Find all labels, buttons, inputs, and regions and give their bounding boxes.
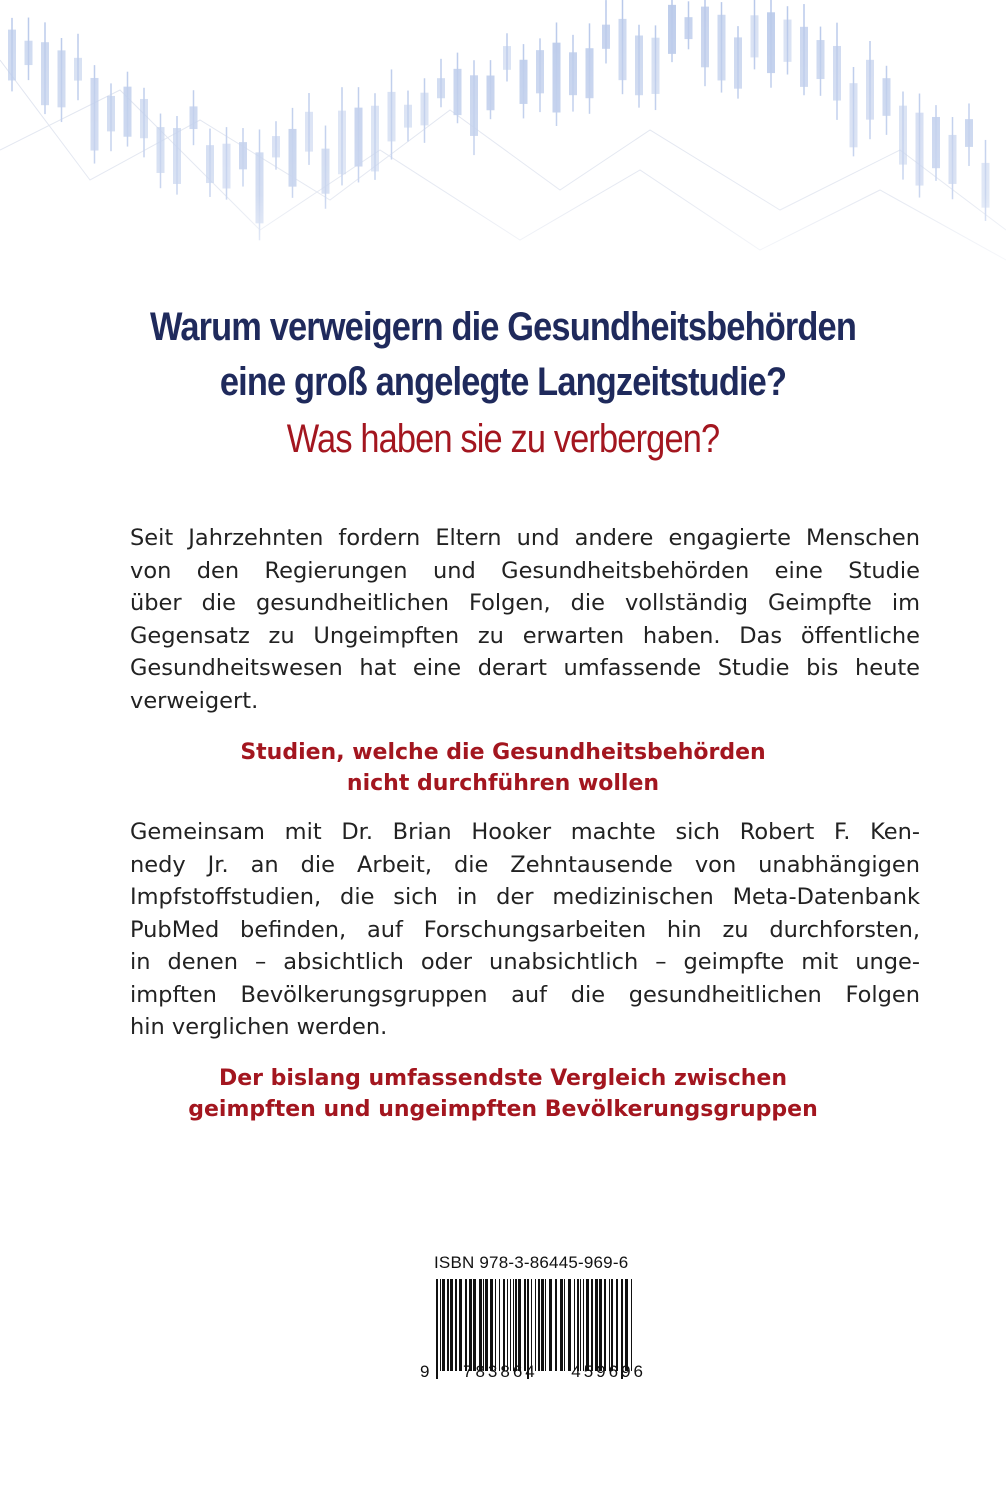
barcode-bar xyxy=(490,1279,493,1371)
headline-line-2: eine groß angelegte Langzeitstudie? xyxy=(219,360,787,404)
barcode-bar xyxy=(577,1279,579,1371)
paragraph-line: Impfstoffstudien, die sich in der medizinischen Meta-Datenbank xyxy=(130,884,920,910)
paragraph-line: von den Regierungen und Gesundheitsbehörden eine Studie xyxy=(130,557,920,584)
barcode-bar xyxy=(473,1279,476,1371)
barcode-bar xyxy=(447,1279,449,1371)
barcode-bar xyxy=(510,1279,511,1371)
barcode-bar xyxy=(625,1279,628,1371)
paragraph-line: Gesundheitswesen hat eine derart umfassende Studie bis heute xyxy=(130,655,920,681)
barcode-bar xyxy=(459,1279,462,1371)
barcode-bar xyxy=(440,1279,441,1371)
barcode-bar xyxy=(450,1279,453,1371)
barcode-bar xyxy=(483,1279,484,1371)
barcode-digit-group: 9 xyxy=(420,1362,430,1381)
barcode-bar xyxy=(599,1279,602,1371)
barcode-bar xyxy=(568,1279,571,1371)
barcode-bar xyxy=(515,1279,517,1371)
barcode-bar xyxy=(507,1279,508,1371)
barcode-bar xyxy=(549,1279,552,1371)
barcode-bar xyxy=(560,1279,563,1371)
subheading-line: nicht durchführen wollen xyxy=(346,771,660,796)
barcode-bar xyxy=(591,1279,593,1371)
headline-question: Was haben sie zu verbergen? xyxy=(286,417,720,461)
barcode-bar xyxy=(455,1279,457,1371)
barcode-digit-group: 459696 xyxy=(571,1362,646,1381)
paragraph-line: hin verglichen werden. xyxy=(130,1014,388,1040)
barcode-bar xyxy=(611,1279,613,1371)
barcode-bar xyxy=(541,1279,544,1371)
subheading-line: Der bislang umfassendste Vergleich zwischen xyxy=(218,1066,787,1091)
barcode-bar xyxy=(604,1279,606,1371)
background-candlestick-chart xyxy=(0,0,1006,300)
barcode-bar xyxy=(616,1279,618,1371)
subheading-comparison xyxy=(100,1063,906,1125)
barcode-bar xyxy=(583,1279,584,1371)
barcode-bar xyxy=(465,1279,467,1371)
barcode-bar xyxy=(513,1279,514,1371)
barcode-bar xyxy=(631,1279,632,1371)
barcode-bar xyxy=(609,1279,610,1371)
subheading-line: geimpften und ungeimpften Bevölkerungsgruppen xyxy=(188,1097,818,1122)
barcode-bar xyxy=(535,1279,536,1371)
barcode-bar xyxy=(531,1279,532,1371)
barcode-bar xyxy=(499,1279,500,1371)
paragraph-line: Gegensatz zu Ungeimpften zu erwarten haben. Das öffentliche xyxy=(130,622,920,649)
barcode-bar xyxy=(564,1279,565,1371)
paragraph-line: verweigert. xyxy=(130,687,259,714)
barcode-bar xyxy=(479,1279,482,1371)
paragraph-line: PubMed befinden, auf Forschungsarbeiten hin zu durchforsten, xyxy=(130,916,920,943)
isbn-label: ISBN 978-3-86445-969-6 xyxy=(434,1253,629,1272)
subheading-line: Studien, welche die Gesundheitsbehörden xyxy=(240,740,766,765)
barcode-bar xyxy=(495,1279,496,1371)
barcode-bar xyxy=(524,1279,526,1371)
barcode-bar xyxy=(518,1279,521,1371)
paragraph-line: Seit Jahrzehnten fordern Eltern und andere engagierte Menschen xyxy=(130,525,920,551)
paragraph-line: in denen – absichtlich oder unabsichtlich – geimpfte mit unge- xyxy=(130,949,920,975)
barcode-bar xyxy=(586,1279,589,1371)
barcode-bar xyxy=(442,1279,445,1371)
barcode-digits xyxy=(420,1362,646,1382)
subheading-studies xyxy=(100,737,906,799)
paragraph-line: nedy Jr. an die Arbeit, die Zehntausende von unabhängigen xyxy=(130,851,920,878)
barcode-bar xyxy=(580,1279,581,1371)
barcode-bar xyxy=(485,1279,488,1371)
barcode-bar xyxy=(595,1279,598,1371)
paragraph-intro xyxy=(130,522,920,717)
paragraph-line: Gemeinsam mit Dr. Brian Hooker machte sich Robert F. Ken- xyxy=(130,819,920,845)
barcode-bar xyxy=(469,1279,472,1371)
barcode-bar xyxy=(538,1279,540,1371)
barcode-bar xyxy=(555,1279,557,1371)
paragraph-research xyxy=(130,816,920,1044)
paragraph-line: über die gesundheitlichen Folgen, die vollständig Geimpfte im xyxy=(130,590,920,616)
headline-line-1: Warum verweigern die Gesundheitsbehörden xyxy=(149,305,856,349)
paragraph-line: impften Bevölkerungsgruppen auf die gesundheitlichen Folgen xyxy=(130,981,920,1008)
barcode-bar xyxy=(503,1279,505,1371)
barcode-digit-group: 783864 xyxy=(463,1362,538,1381)
barcode-bar xyxy=(574,1279,575,1371)
barcode-bar xyxy=(545,1279,546,1371)
